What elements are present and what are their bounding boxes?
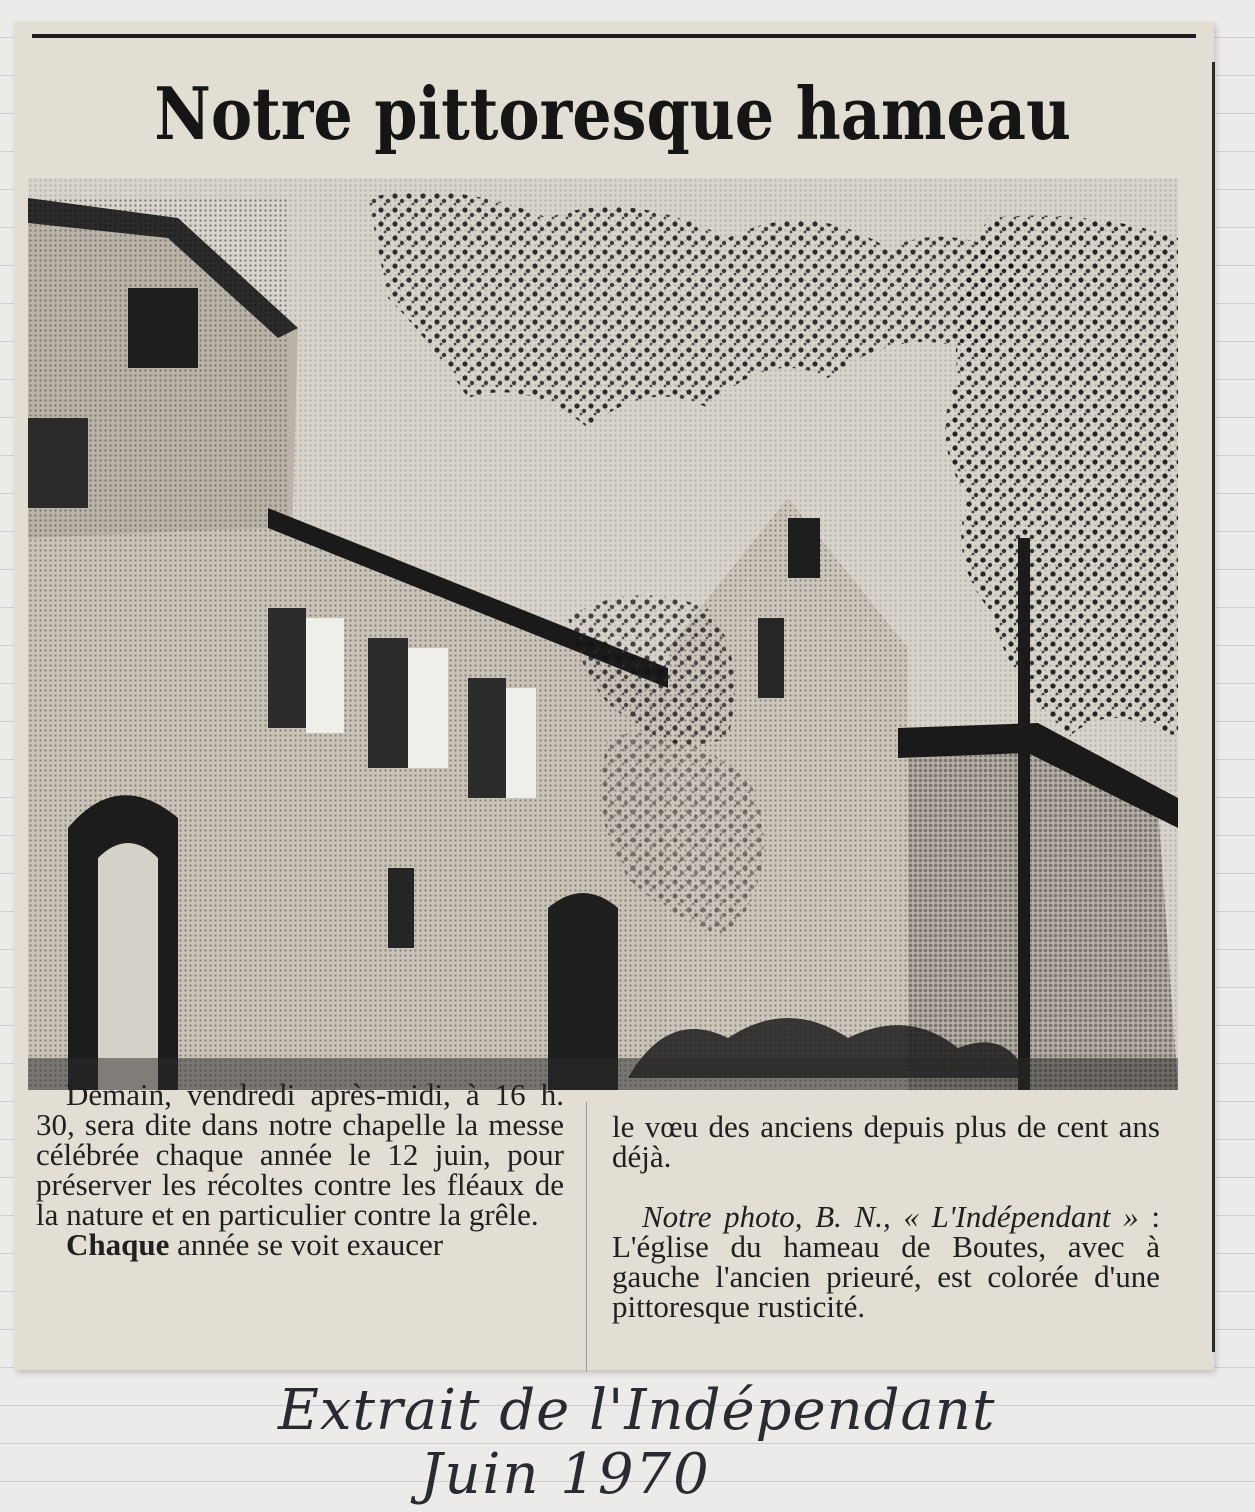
handwritten-date-note: Juin 1970 xyxy=(420,1442,711,1507)
article-paragraph: Demain, vendredi après-midi, à 16 h. 30, sera dite dans notre chapelle la messe célébrée chaque année le 12 juin, pour préserver les récoltes contre les fléaux de la nature et en particulier contre la grêle. xyxy=(36,1077,564,1232)
headline: Notre pittoresque hameau xyxy=(154,71,1071,156)
top-rule xyxy=(32,34,1196,38)
paragraph-lead-word: Chaque xyxy=(66,1227,170,1262)
right-rule xyxy=(1212,62,1215,1352)
handwritten-source-note: Extrait de l'Indépendant xyxy=(278,1378,996,1443)
caption-text: : L'église du hameau de Boutes, avec à gauche l'ancien prieuré, est colorée d'une pittoresque rusticité. xyxy=(612,1199,1160,1324)
photo-caption xyxy=(612,1199,1160,1324)
photo-church-and-priory xyxy=(28,178,1178,1090)
article-paragraph xyxy=(36,1227,564,1262)
article-column-left xyxy=(36,1077,564,1262)
photo-credit: Notre photo, B. N., « L'Indépendant » xyxy=(642,1199,1139,1234)
article-paragraph: le vœu des anciens depuis plus de cent ans déjà. xyxy=(612,1109,1160,1174)
newspaper-clipping xyxy=(14,22,1214,1370)
column-divider xyxy=(586,1102,587,1372)
article-column-right xyxy=(612,1109,1160,1324)
photo-illustration xyxy=(28,178,1178,1090)
paragraph-text: année se voit exaucer xyxy=(169,1227,444,1262)
